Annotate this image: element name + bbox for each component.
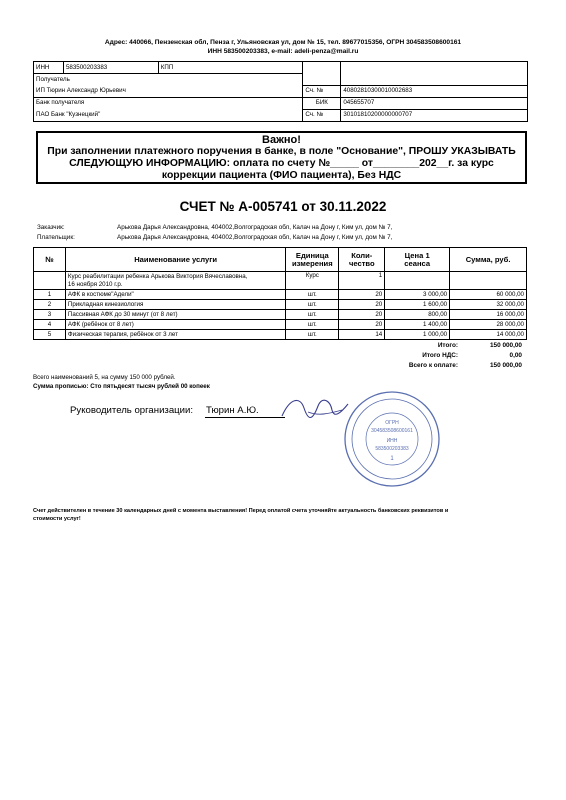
kpp-label: КПП <box>158 62 303 74</box>
vat-label: Итого НДС: <box>422 352 458 359</box>
table-row: 1 АФК в костюме"Адели" шт. 20 3 000,00 60 000,00 <box>34 290 527 300</box>
header-address: Адрес: 440066, Пензенская обл, Пенза г, Ульяновская ул, дом № 15, тел. 89677015356, ОГРН 304583508600161 <box>104 39 462 46</box>
important-line-1: При заполнении платежного поручения в банке, в поле "Основание", ПРОШУ УКАЗЫВАТЬ <box>47 146 516 157</box>
bik-value: 045655707 <box>341 97 528 109</box>
services-table <box>33 247 527 340</box>
stamp-ogrn: 304583508600161 <box>371 428 413 434</box>
vat-value: 0,00 <box>509 352 522 359</box>
account-value: 40802810300010002683 <box>341 85 528 97</box>
corr-account-value: 30101810200000000707 <box>341 109 528 121</box>
invoice-title: СЧЕТ № А-005741 от 30.11.2022 <box>179 199 387 214</box>
signature-label: Руководитель организации: <box>70 405 194 416</box>
stamp-center: 1 <box>390 456 394 462</box>
course-unit: Курс <box>286 272 339 290</box>
col-sum: Сумма, руб. <box>450 248 527 272</box>
table-header-row <box>34 248 527 272</box>
table-row-course <box>34 272 527 290</box>
signature-underline <box>205 417 285 418</box>
bik-label: БИК <box>303 97 341 109</box>
important-notice <box>36 131 527 184</box>
important-line-3: коррекции пациента (ФИО пациента), Без НДС <box>161 170 402 181</box>
account-label: Сч. № <box>303 85 341 97</box>
stamp-inn: 583500203383 <box>375 446 409 452</box>
recipient-name: ИП Тюрин Александр Юрьевич <box>34 85 303 97</box>
customer-value: Арькова Дарья Александровна, 404002,Волгоградская обл, Калач на Дону г, Ким ул, дом № 7, <box>117 224 393 231</box>
recipient-label: Получатель <box>34 74 303 86</box>
items-count-line: Всего наименований 5, на сумму 150 000 рублей. <box>33 374 176 381</box>
header-inn-email: ИНН 583500203383, e-mail: adeli-penza@mail.ru <box>207 48 359 55</box>
company-stamp <box>342 389 442 489</box>
payer-label: Плательщик: <box>37 234 75 241</box>
payer-value: Арькова Дарья Александровна, 404002,Волгоградская обл, Калач на Дону г, Ким ул, дом № 7, <box>117 234 393 241</box>
pay-value: 150 000,00 <box>490 362 522 369</box>
table-row: 5 Физическая терапия, ребёнок от 3 лет шт. 14 1 000,00 14 000,00 <box>34 330 527 340</box>
customer-label: Заказчик: <box>37 224 65 231</box>
stamp-ogrn-label: ОГРН <box>385 420 399 426</box>
pay-label: Всего к оплате: <box>408 362 458 369</box>
table-row: 4 АФК (ребёнок от 8 лет) шт. 20 1 400,00 28 000,00 <box>34 320 527 330</box>
col-num: № <box>34 248 66 272</box>
important-line-2: СЛЕДУЮЩУЮ ИНФОРМАЦИЮ: оплата по счету №_____ от________202__г. за курс <box>69 158 494 169</box>
inn-value: 583500203383 <box>63 62 158 74</box>
bank-name: ПАО Банк "Кузнецкий" <box>34 109 303 121</box>
table-row: 3 Пассивная АФК до 30 минут (от 8 лет) шт. 20 800,00 16 000,00 <box>34 310 527 320</box>
amount-in-words: Сумма прописью: Сто пятьдесят тысяч рублей 00 копеек <box>33 383 210 390</box>
table-row: 2 Прикладная кинезиология шт. 20 1 600,00 32 000,00 <box>34 300 527 310</box>
important-title: Важно! <box>262 134 301 146</box>
col-name: Наименование услуги <box>65 248 285 272</box>
inn-label: ИНН <box>34 62 64 74</box>
total-label: Итого: <box>437 342 458 349</box>
stamp-inn-label: ИНН <box>386 438 398 444</box>
col-qty: Коли- чество <box>339 248 385 272</box>
bank-details-table <box>33 61 528 122</box>
total-value: 150 000,00 <box>490 342 522 349</box>
signature-name: Тюрин А.Ю. <box>206 405 259 416</box>
course-name: Курс реабилитации ребенка Арькова Виктория Вячеславовна, 16 ноября 2010 г.р. <box>65 272 285 290</box>
col-unit: Единица измерения <box>286 248 339 272</box>
col-price: Цена 1 сеанса <box>385 248 450 272</box>
validity-note: Счет действителен в течение 30 календарных дней с момента выставления! Перед оплатой счета уточняйте актуальность банковских реквизитов и стоимости услуг! <box>33 508 449 522</box>
course-qty: 1 <box>339 272 385 290</box>
bank-label: Банк получателя <box>34 97 303 109</box>
corr-account-label: Сч. № <box>303 109 341 121</box>
